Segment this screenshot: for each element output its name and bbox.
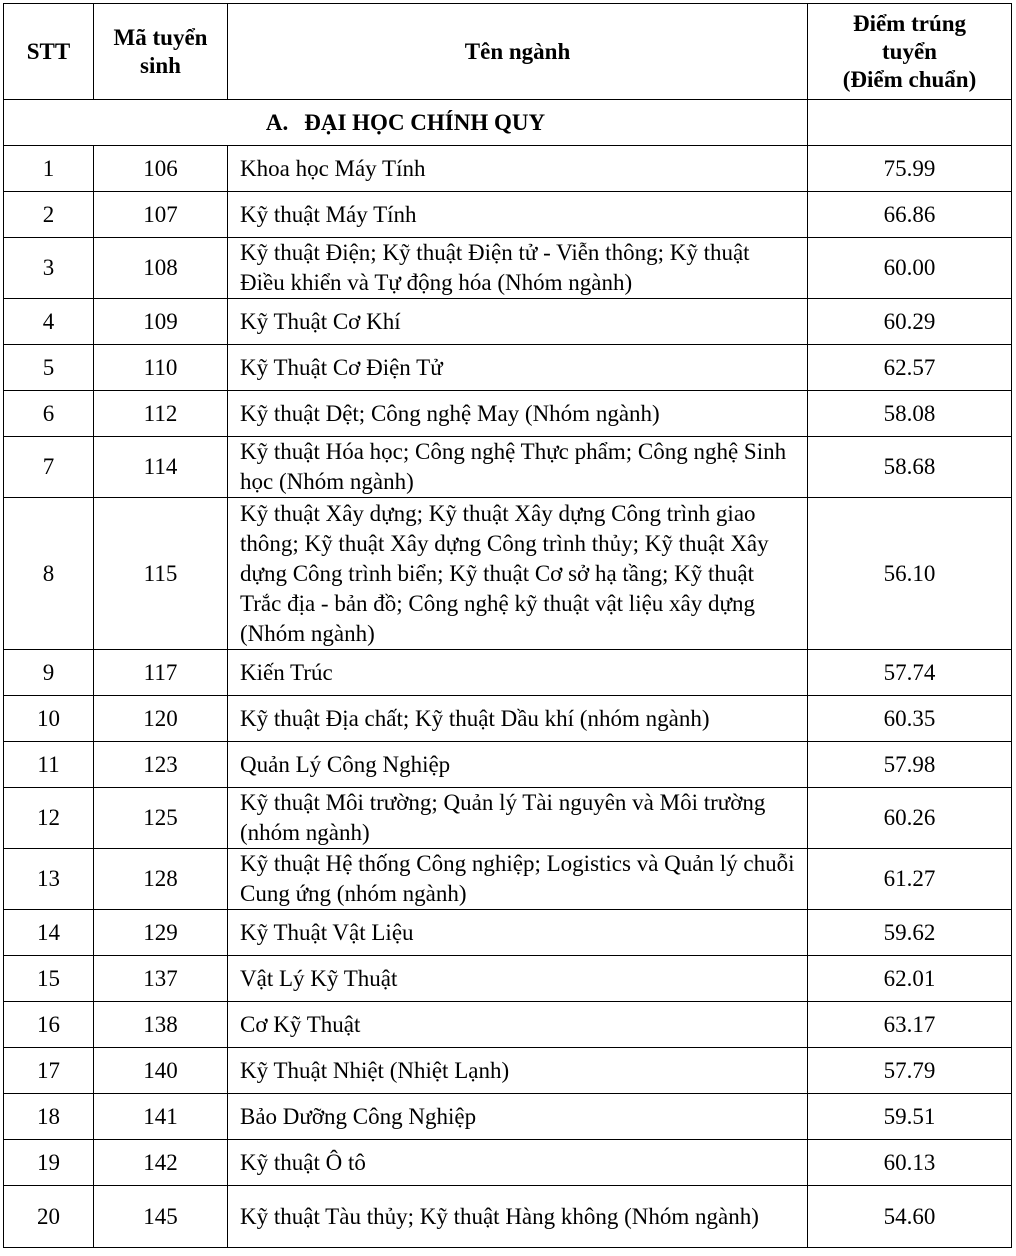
cell-ma-tuyen-sinh: 108 [94,238,228,299]
cell-ten-nganh: Kỹ thuật Môi trường; Quản lý Tài nguyên và Môi trường (nhóm ngành) [228,788,808,849]
table-row [4,299,1012,345]
table-row [4,1048,1012,1094]
table-row [4,910,1012,956]
cell-ma-tuyen-sinh: 110 [94,345,228,391]
cell-stt: 8 [4,498,94,650]
cell-ma-tuyen-sinh: 125 [94,788,228,849]
section-label: A. [265,109,289,135]
cell-ma-tuyen-sinh: 115 [94,498,228,650]
cell-ten-nganh: Kỹ thuật Máy Tính [228,192,808,238]
table-row [4,956,1012,1002]
table-row [4,849,1012,910]
cell-stt: 7 [4,437,94,498]
cell-ten-nganh: Kỹ thuật Ô tô [228,1140,808,1186]
cell-stt: 17 [4,1048,94,1094]
cell-ma-tuyen-sinh: 141 [94,1094,228,1140]
cell-diem-chuan: 60.29 [808,299,1012,345]
cell-stt: 20 [4,1186,94,1248]
header-diem-line3: (Điểm chuẩn) [842,66,977,92]
cell-ma-tuyen-sinh: 106 [94,146,228,192]
header-ma-line2: sinh [140,52,181,78]
table-row [4,345,1012,391]
header-row [4,4,1012,100]
cell-ten-nganh: Kỹ thuật Điện; Kỹ thuật Điện tử - Viễn thông; Kỹ thuật Điều khiển và Tự động hóa (Nhóm ngành) [228,238,808,299]
cell-stt: 19 [4,1140,94,1186]
cell-stt: 4 [4,299,94,345]
cell-ten-nganh: Kỹ thuật Hệ thống Công nghiệp; Logistics và Quản lý chuỗi Cung ứng (nhóm ngành) [228,849,808,910]
cell-diem-chuan: 60.26 [808,788,1012,849]
section-row [4,100,1012,146]
cell-stt: 16 [4,1002,94,1048]
cell-ma-tuyen-sinh: 109 [94,299,228,345]
cell-diem-chuan: 59.51 [808,1094,1012,1140]
header-diem-line1: Điểm trúng [852,10,967,36]
header-ten-nganh: Tên ngành [228,4,808,100]
cell-ten-nganh: Bảo Dưỡng Công Nghiệp [228,1094,808,1140]
section-title-cell [4,100,808,146]
header-diem-line2: tuyển [882,38,937,64]
cell-stt: 18 [4,1094,94,1140]
cell-ma-tuyen-sinh: 142 [94,1140,228,1186]
cell-ten-nganh: Kỹ Thuật Cơ Điện Tử [228,345,808,391]
table-row [4,696,1012,742]
cell-stt: 5 [4,345,94,391]
cell-diem-chuan: 61.27 [808,849,1012,910]
cell-ma-tuyen-sinh: 120 [94,696,228,742]
cell-diem-chuan: 75.99 [808,146,1012,192]
cell-diem-chuan: 57.74 [808,650,1012,696]
cell-stt: 10 [4,696,94,742]
section-title: ĐẠI HỌC CHÍNH QUY [304,109,546,135]
table-row [4,1094,1012,1140]
cell-ma-tuyen-sinh: 123 [94,742,228,788]
cell-diem-chuan: 62.57 [808,345,1012,391]
table-row [4,788,1012,849]
cell-stt: 9 [4,650,94,696]
cell-ten-nganh: Kỹ thuật Hóa học; Công nghệ Thực phẩm; Công nghệ Sinh học (Nhóm ngành) [228,437,808,498]
table-row [4,1002,1012,1048]
cell-ma-tuyen-sinh: 107 [94,192,228,238]
cell-diem-chuan: 58.68 [808,437,1012,498]
cell-ten-nganh: Vật Lý Kỹ Thuật [228,956,808,1002]
cell-ma-tuyen-sinh: 140 [94,1048,228,1094]
cell-ten-nganh: Kỹ thuật Địa chất; Kỹ thuật Dầu khí (nhóm ngành) [228,696,808,742]
table-row [4,391,1012,437]
cell-diem-chuan: 60.13 [808,1140,1012,1186]
cell-diem-chuan: 62.01 [808,956,1012,1002]
table-row [4,238,1012,299]
cell-stt: 3 [4,238,94,299]
cell-diem-chuan: 66.86 [808,192,1012,238]
cell-ma-tuyen-sinh: 138 [94,1002,228,1048]
cell-ten-nganh: Cơ Kỹ Thuật [228,1002,808,1048]
cell-ma-tuyen-sinh: 114 [94,437,228,498]
table-row [4,742,1012,788]
cell-diem-chuan: 57.98 [808,742,1012,788]
cell-ten-nganh: Kỹ thuật Xây dựng; Kỹ thuật Xây dựng Công trình giao thông; Kỹ thuật Xây dựng Công trình thủy; Kỹ thuật Xây dựng Công trình biển; Kỹ thuật Cơ sở hạ tầng; Kỹ thuật Trắc địa - bản đồ; Công nghệ kỹ thuật vật liệu xây dựng (Nhóm ngành) [228,498,808,650]
table-row [4,1140,1012,1186]
cell-stt: 11 [4,742,94,788]
header-stt: STT [4,4,94,100]
cell-diem-chuan: 58.08 [808,391,1012,437]
table-row [4,650,1012,696]
table-row [4,146,1012,192]
cell-ten-nganh: Kỹ Thuật Vật Liệu [228,910,808,956]
table-row [4,192,1012,238]
cell-stt: 14 [4,910,94,956]
cell-stt: 2 [4,192,94,238]
table-row [4,1186,1012,1248]
cell-diem-chuan: 63.17 [808,1002,1012,1048]
cell-diem-chuan: 57.79 [808,1048,1012,1094]
cell-diem-chuan: 59.62 [808,910,1012,956]
cell-diem-chuan: 54.60 [808,1186,1012,1248]
cell-stt: 1 [4,146,94,192]
cell-ten-nganh: Kỹ thuật Tàu thủy; Kỹ thuật Hàng không (Nhóm ngành) [228,1186,808,1248]
cell-ma-tuyen-sinh: 137 [94,956,228,1002]
cell-ten-nganh: Quản Lý Công Nghiệp [228,742,808,788]
cell-ten-nganh: Kỹ thuật Dệt; Công nghệ May (Nhóm ngành) [228,391,808,437]
cell-stt: 12 [4,788,94,849]
cell-ma-tuyen-sinh: 129 [94,910,228,956]
cell-diem-chuan: 60.00 [808,238,1012,299]
cell-stt: 6 [4,391,94,437]
cell-diem-chuan: 56.10 [808,498,1012,650]
cell-ten-nganh: Kỹ Thuật Nhiệt (Nhiệt Lạnh) [228,1048,808,1094]
cell-ma-tuyen-sinh: 145 [94,1186,228,1248]
cell-diem-chuan: 60.35 [808,696,1012,742]
cell-ten-nganh: Kiến Trúc [228,650,808,696]
cell-ma-tuyen-sinh: 128 [94,849,228,910]
cell-stt: 13 [4,849,94,910]
cell-ma-tuyen-sinh: 112 [94,391,228,437]
section-empty-cell [808,100,1012,146]
cell-ma-tuyen-sinh: 117 [94,650,228,696]
table-row [4,498,1012,650]
cell-stt: 15 [4,956,94,1002]
header-ma-line1: Mã tuyển [113,24,208,50]
header-ma-tuyen-sinh [94,4,228,100]
admission-score-table [3,3,1012,1248]
cell-ten-nganh: Khoa học Máy Tính [228,146,808,192]
header-diem-chuan [808,4,1012,100]
cell-ten-nganh: Kỹ Thuật Cơ Khí [228,299,808,345]
table-row [4,437,1012,498]
